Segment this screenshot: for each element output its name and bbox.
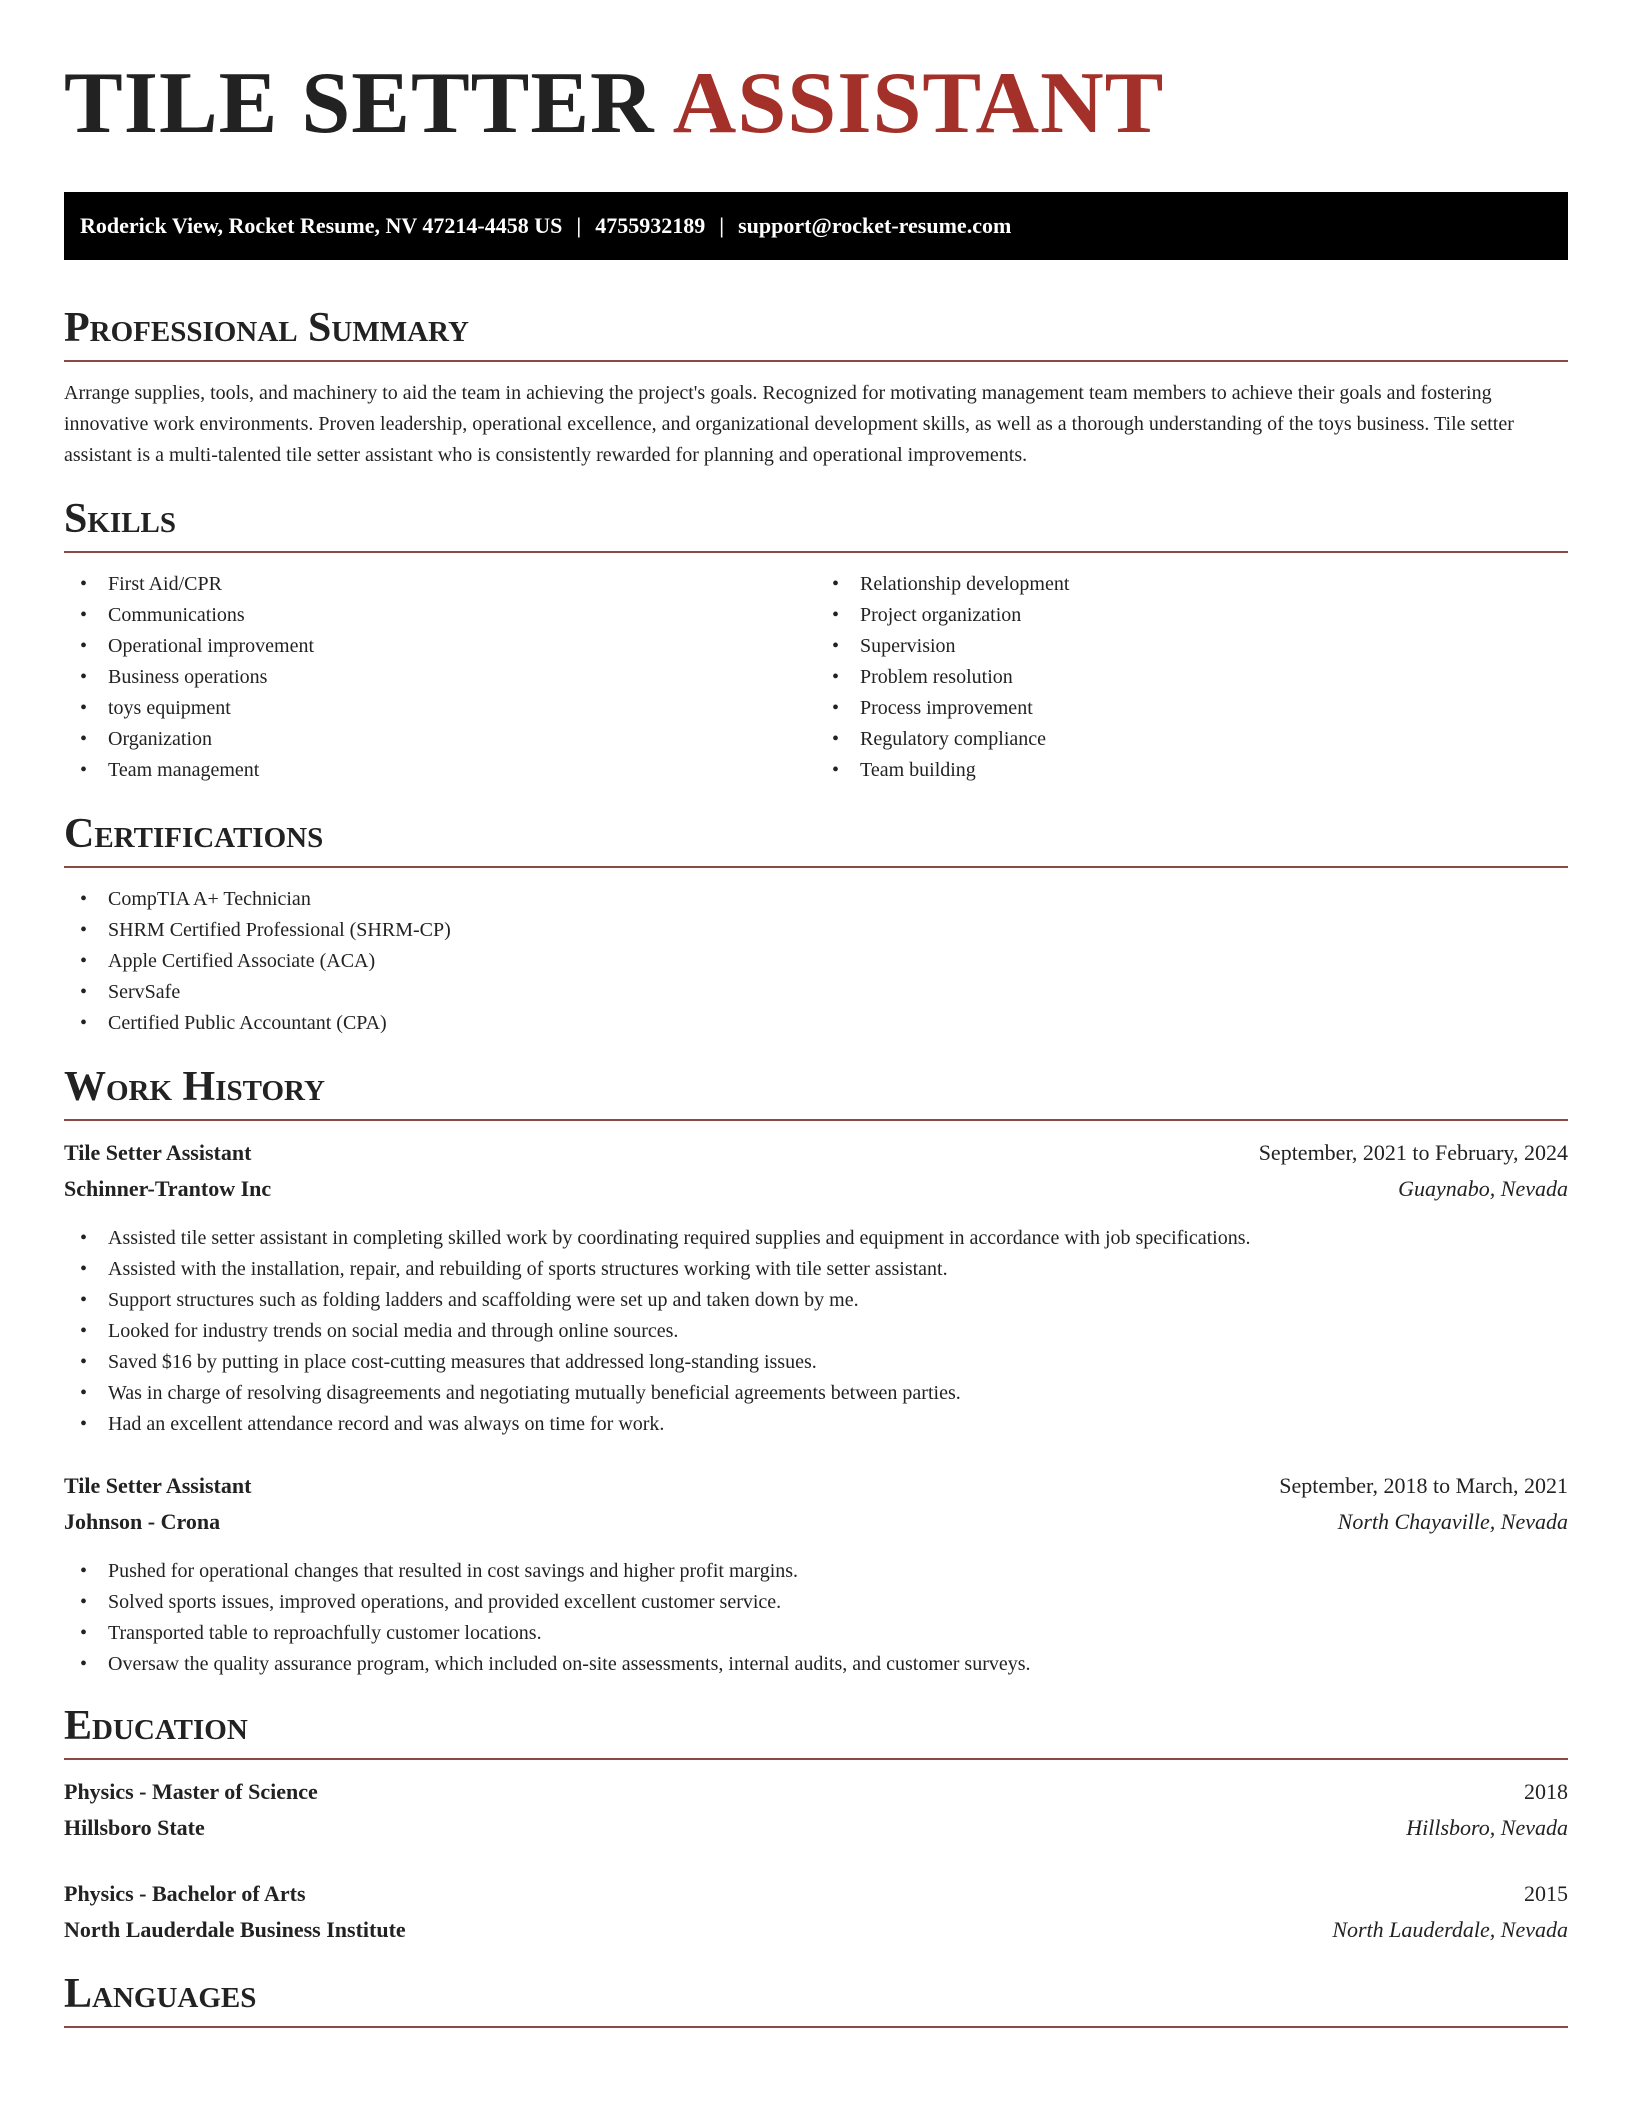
section-title-languages: Languages <box>64 1970 1568 2028</box>
skill-item: • Communications <box>64 600 816 631</box>
certification-item: • ServSafe <box>64 977 1568 1008</box>
job-duty: • Solved sports issues, improved operations, and provided excellent customer service. <box>64 1587 1568 1618</box>
education-section <box>64 1702 1568 1948</box>
job-duty: • Was in charge of resolving disagreements and negotiating mutually beneficial agreements between parties. <box>64 1378 1568 1409</box>
skill-item: • Team management <box>64 755 816 786</box>
job-location: Guaynabo, Nevada <box>1398 1176 1568 1201</box>
job-company: Johnson - Crona <box>64 1509 221 1534</box>
job-company: Schinner-Trantow Inc <box>64 1176 272 1201</box>
skill-item: • Supervision <box>816 631 1568 662</box>
skill-item: • Operational improvement <box>64 631 816 662</box>
education-year: 2018 <box>1524 1779 1568 1804</box>
skill-item: • First Aid/CPR <box>64 569 816 600</box>
skills-section <box>64 495 1568 786</box>
job-header <box>64 1135 1568 1171</box>
certifications-section <box>64 810 1568 1039</box>
job-title: Tile Setter Assistant <box>64 1140 252 1165</box>
name-primary: TILE SETTER <box>64 55 655 152</box>
job-duty: • Looked for industry trends on social media and through online sources. <box>64 1316 1568 1347</box>
contact-separator: | <box>576 213 582 238</box>
certification-item: • Certified Public Accountant (CPA) <box>64 1008 1568 1039</box>
job-duty: • Had an excellent attendance record and was always on time for work. <box>64 1409 1568 1440</box>
education-subheader <box>64 1912 1568 1948</box>
job-duties <box>64 1223 1568 1440</box>
education-degree: Physics - Bachelor of Arts <box>64 1881 306 1906</box>
certification-item: • SHRM Certified Professional (SHRM-CP) <box>64 915 1568 946</box>
job-entry <box>64 1468 1568 1680</box>
skill-item: • toys equipment <box>64 693 816 724</box>
section-title-work-history: Work History <box>64 1063 1568 1121</box>
education-location: North Lauderdale, Nevada <box>1332 1917 1568 1942</box>
skills-list-left <box>64 569 816 786</box>
job-duty: • Assisted with the installation, repair, and rebuilding of sports structures working with tile setter assistant. <box>64 1254 1568 1285</box>
certifications-list <box>64 884 1568 1039</box>
contact-bar <box>64 192 1568 260</box>
skills-list-right <box>816 569 1568 786</box>
job-duty: • Transported table to reproachfully customer locations. <box>64 1618 1568 1649</box>
education-location: Hillsboro, Nevada <box>1406 1815 1568 1840</box>
skill-item: • Regulatory compliance <box>816 724 1568 755</box>
education-school: Hillsboro State <box>64 1815 205 1840</box>
job-subheader <box>64 1171 1568 1207</box>
languages-section <box>64 1970 1568 2028</box>
name-accent: ASSISTANT <box>672 55 1165 152</box>
education-header <box>64 1876 1568 1912</box>
resume-name <box>64 55 1568 152</box>
certification-item: • CompTIA A+ Technician <box>64 884 1568 915</box>
job-duty: • Pushed for operational changes that resulted in cost savings and higher profit margins. <box>64 1556 1568 1587</box>
skill-item: • Organization <box>64 724 816 755</box>
job-duty: • Saved $16 by putting in place cost-cutting measures that addressed long-standing issues. <box>64 1347 1568 1378</box>
contact-address: Roderick View, Rocket Resume, NV 47214-4458 US <box>80 213 563 238</box>
skills-grid <box>64 569 1568 786</box>
job-duties <box>64 1556 1568 1680</box>
education-entry <box>64 1774 1568 1846</box>
summary-section <box>64 304 1568 471</box>
education-header <box>64 1774 1568 1810</box>
contact-email: support@rocket-resume.com <box>738 213 1012 238</box>
education-subheader <box>64 1810 1568 1846</box>
section-title-certifications: Certifications <box>64 810 1568 868</box>
education-degree: Physics - Master of Science <box>64 1779 318 1804</box>
job-title: Tile Setter Assistant <box>64 1473 252 1498</box>
skill-item: • Problem resolution <box>816 662 1568 693</box>
job-dates: September, 2021 to February, 2024 <box>1258 1140 1568 1165</box>
section-title-skills: Skills <box>64 495 1568 553</box>
education-entry <box>64 1876 1568 1948</box>
education-school: North Lauderdale Business Institute <box>64 1917 406 1942</box>
section-title-education: Education <box>64 1702 1568 1760</box>
work-history-section <box>64 1063 1568 1680</box>
skill-item: • Process improvement <box>816 693 1568 724</box>
job-duty: • Oversaw the quality assurance program, which included on-site assessments, internal audits, and customer surveys. <box>64 1649 1568 1680</box>
certification-item: • Apple Certified Associate (ACA) <box>64 946 1568 977</box>
contact-separator: | <box>719 213 725 238</box>
job-duty: • Support structures such as folding ladders and scaffolding were set up and taken down by me. <box>64 1285 1568 1316</box>
contact-phone: 4755932189 <box>595 213 706 238</box>
job-duty: • Assisted tile setter assistant in completing skilled work by coordinating required supplies and equipment in accordance with job specifications. <box>64 1223 1568 1254</box>
summary-text: Arrange supplies, tools, and machinery to aid the team in achieving the project's goals. Recognized for motivating management team members to achieve their goals and fostering innovative work environments. Proven leadership, operational excellence, and organizational development skills, as well as a thorough understanding of the toys business. Tile setter assistant is a multi-talented tile setter assistant who is consistently rewarded for planning and operational improvements. <box>64 382 1514 466</box>
job-location: North Chayaville, Nevada <box>1337 1509 1568 1534</box>
job-entry <box>64 1135 1568 1440</box>
job-dates: September, 2018 to March, 2021 <box>1279 1473 1568 1498</box>
section-title-summary: Professional Summary <box>64 304 1568 362</box>
job-subheader <box>64 1504 1568 1540</box>
education-year: 2015 <box>1524 1881 1568 1906</box>
skill-item: • Team building <box>816 755 1568 786</box>
skill-item: • Business operations <box>64 662 816 693</box>
job-header <box>64 1468 1568 1504</box>
skill-item: • Project organization <box>816 600 1568 631</box>
skill-item: • Relationship development <box>816 569 1568 600</box>
